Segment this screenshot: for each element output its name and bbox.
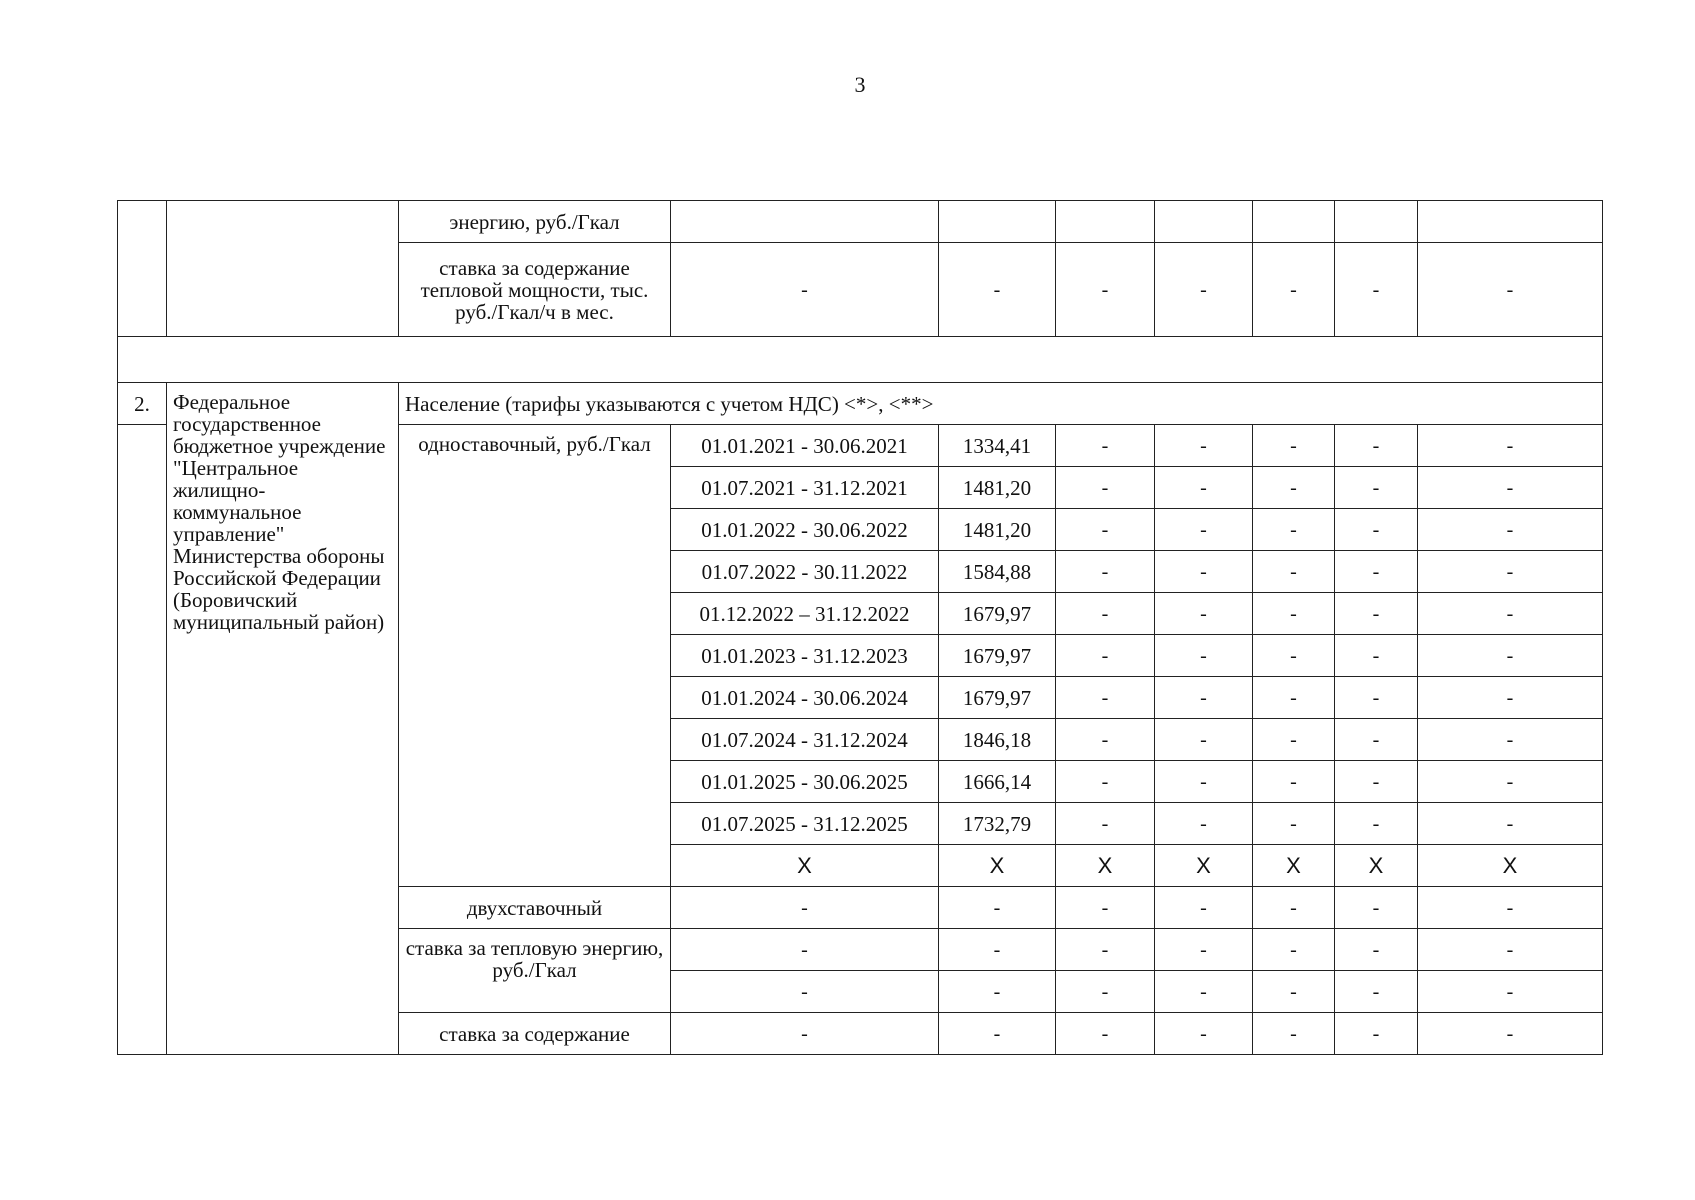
organization-cell-empty [167, 201, 399, 337]
value-cell: - [1253, 425, 1335, 467]
value-cell: - [1253, 677, 1335, 719]
number-cell-empty [118, 425, 167, 1055]
value-cell: - [1335, 761, 1418, 803]
value-cell: - [1418, 677, 1603, 719]
value-cell: - [1253, 803, 1335, 845]
x-mark: X [1253, 845, 1335, 887]
value-cell: - [1253, 243, 1335, 337]
value-cell: - [1155, 243, 1253, 337]
period-cell: 01.12.2022 – 31.12.2022 [671, 593, 939, 635]
value-cell: - [1155, 593, 1253, 635]
value-cell: - [1155, 635, 1253, 677]
value-cell: - [1155, 971, 1253, 1013]
period-cell: 01.07.2024 - 31.12.2024 [671, 719, 939, 761]
value-cell: - [1253, 887, 1335, 929]
single-rate-label: одноставочный, руб./Гкал [399, 425, 671, 887]
value-cell: - [1155, 425, 1253, 467]
value-cell: - [939, 1013, 1056, 1055]
organization-name: Федеральное государственное бюджетное учреждение "Центральное жилищно-коммунальное управление" Министерства обороны Российской Федерации (Боровичский муниципальный район) [167, 383, 399, 1055]
value-cell: - [671, 929, 939, 971]
tariff-value: 1679,97 [939, 635, 1056, 677]
value-cell: - [1335, 971, 1418, 1013]
value-cell: - [939, 971, 1056, 1013]
value-cell: - [1155, 929, 1253, 971]
separator-row [118, 337, 1603, 383]
value-cell: - [671, 887, 939, 929]
page-number: 3 [854, 72, 866, 97]
tariff-value: 1334,41 [939, 425, 1056, 467]
value-cell: - [1056, 719, 1155, 761]
value-cell: - [1335, 635, 1418, 677]
value-cell: - [1253, 929, 1335, 971]
period-cell: 01.01.2021 - 30.06.2021 [671, 425, 939, 467]
value-cell: - [1418, 467, 1603, 509]
period-cell: 01.07.2021 - 31.12.2021 [671, 467, 939, 509]
value-cell: - [1335, 243, 1418, 337]
value-cell: - [1253, 593, 1335, 635]
group-header: Население (тарифы указываются с учетом НДС) <*>, <**> [399, 383, 1603, 425]
value-cell: - [1056, 467, 1155, 509]
value-cell: - [1253, 509, 1335, 551]
value-cell: - [1418, 1013, 1603, 1055]
value-cell: - [1056, 509, 1155, 551]
value-cell: - [1418, 971, 1603, 1013]
value-cell: - [1418, 243, 1603, 337]
empty-cell [939, 201, 1056, 243]
period-cell: 01.01.2025 - 30.06.2025 [671, 761, 939, 803]
value-cell: - [1418, 887, 1603, 929]
value-cell: - [1155, 509, 1253, 551]
value-cell: - [1418, 635, 1603, 677]
value-cell: - [1056, 425, 1155, 467]
table-row [118, 383, 1603, 425]
tariff-value: 1846,18 [939, 719, 1056, 761]
value-cell: - [1155, 1013, 1253, 1055]
value-cell: - [939, 243, 1056, 337]
empty-cell [1335, 201, 1418, 243]
tariff-value: 1666,14 [939, 761, 1056, 803]
value-cell: - [1155, 677, 1253, 719]
value-cell: - [1056, 761, 1155, 803]
value-cell: - [1418, 509, 1603, 551]
tariff-value: 1481,20 [939, 467, 1056, 509]
x-mark: X [1155, 845, 1253, 887]
period-cell: 01.01.2023 - 31.12.2023 [671, 635, 939, 677]
number-cell-empty [118, 201, 167, 337]
value-cell: - [671, 1013, 939, 1055]
value-cell: - [1253, 551, 1335, 593]
value-cell: - [1335, 551, 1418, 593]
value-cell: - [1253, 971, 1335, 1013]
value-cell: - [1155, 551, 1253, 593]
value-cell: - [1335, 929, 1418, 971]
value-cell: - [1418, 551, 1603, 593]
value-cell: - [1335, 425, 1418, 467]
value-cell: - [1253, 1013, 1335, 1055]
value-cell: - [1056, 551, 1155, 593]
value-cell: - [1335, 593, 1418, 635]
tariff-value: 1584,88 [939, 551, 1056, 593]
tariff-value: 1679,97 [939, 677, 1056, 719]
value-cell: - [1418, 761, 1603, 803]
energy-rate-label-cont: энергию, руб./Гкал [399, 201, 671, 243]
value-cell: - [671, 971, 939, 1013]
value-cell: - [1253, 719, 1335, 761]
value-cell: - [1335, 803, 1418, 845]
value-cell: - [671, 243, 939, 337]
value-cell: - [1056, 803, 1155, 845]
x-mark: X [1335, 845, 1418, 887]
x-mark: X [939, 845, 1056, 887]
blank-separator [118, 337, 1603, 383]
value-cell: - [1335, 887, 1418, 929]
value-cell: - [1253, 467, 1335, 509]
value-cell: - [1418, 719, 1603, 761]
two-rate-label: двухставочный [399, 887, 671, 929]
value-cell: - [939, 887, 1056, 929]
value-cell: - [1335, 677, 1418, 719]
section-number: 2. [118, 383, 167, 425]
value-cell: - [1418, 803, 1603, 845]
empty-cell [671, 201, 939, 243]
empty-cell [1418, 201, 1603, 243]
tariff-value: 1732,79 [939, 803, 1056, 845]
x-mark: X [1056, 845, 1155, 887]
value-cell: - [1056, 1013, 1155, 1055]
tariff-table [117, 200, 1603, 1055]
x-mark: X [671, 845, 939, 887]
empty-cell [1253, 201, 1335, 243]
tariff-value: 1481,20 [939, 509, 1056, 551]
value-cell: - [1418, 593, 1603, 635]
value-cell: - [1155, 887, 1253, 929]
value-cell: - [1418, 425, 1603, 467]
capacity-rate-label: ставка за содержание тепловой мощности, тыс. руб./Гкал/ч в мес. [399, 243, 671, 337]
value-cell: - [1335, 1013, 1418, 1055]
value-cell: - [1056, 243, 1155, 337]
empty-cell [1056, 201, 1155, 243]
capacity-rate-label: ставка за содержание [399, 1013, 671, 1055]
energy-rate-label: ставка за тепловую энергию, руб./Гкал [399, 929, 671, 1013]
value-cell: - [939, 929, 1056, 971]
value-cell: - [1155, 719, 1253, 761]
value-cell: - [1253, 635, 1335, 677]
value-cell: - [1418, 929, 1603, 971]
value-cell: - [1056, 887, 1155, 929]
value-cell: - [1335, 509, 1418, 551]
value-cell: - [1056, 971, 1155, 1013]
period-cell: 01.01.2024 - 30.06.2024 [671, 677, 939, 719]
empty-cell [1155, 201, 1253, 243]
value-cell: - [1253, 761, 1335, 803]
table-row [118, 201, 1603, 243]
value-cell: - [1155, 467, 1253, 509]
tariff-value: 1679,97 [939, 593, 1056, 635]
value-cell: - [1056, 593, 1155, 635]
period-cell: 01.07.2025 - 31.12.2025 [671, 803, 939, 845]
value-cell: - [1155, 803, 1253, 845]
period-cell: 01.07.2022 - 30.11.2022 [671, 551, 939, 593]
x-mark: X [1418, 845, 1603, 887]
value-cell: - [1056, 635, 1155, 677]
period-cell: 01.01.2022 - 30.06.2022 [671, 509, 939, 551]
value-cell: - [1056, 929, 1155, 971]
value-cell: - [1335, 467, 1418, 509]
value-cell: - [1155, 761, 1253, 803]
value-cell: - [1056, 677, 1155, 719]
value-cell: - [1335, 719, 1418, 761]
